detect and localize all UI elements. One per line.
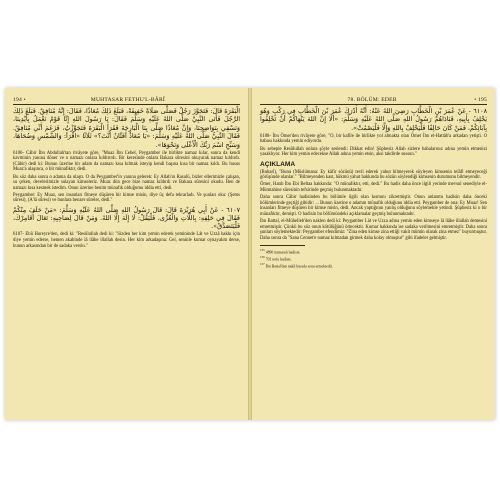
open-book xyxy=(5,88,495,420)
footnote-text: İbn Battal'dan nakil burada sona ermektedir. xyxy=(265,264,333,269)
paragraph: Bu söz daha sonra o adama da ulaştı. O da Peygamber'in yanına gelerek: Ey Allah'ın Rasulü, bizler ellerimizle çalışan, su çeken, develerimizle sulayan kimseleriz. Muaz dün gece bize namaz kıldırdı ve Bakara sûresini okudu. Ben de namazı kısa kesmek istedim. Onun üzerine benim münafık olduğumu iddia etti, dedi. xyxy=(13,174,240,191)
footnote: $^{156}$ 701 nolu hadiste. xyxy=(260,254,292,262)
right-page xyxy=(252,88,495,420)
paragraph: 6107- Ebû Hureyre'den, dedi ki: "Resûlullah dedi ki: "Sizden her kim yemin ederek yemininde Lât ve Uzzâ hakkı için diye yemin ederse, hemen akabinde lâ ilâhe illallah desin. Her kim arkadaşına: Gel, seninle kumar oynayalım derse, bunun arkasından bir de sadaka versin." xyxy=(13,232,240,249)
arabic-text: الْبَقَرَةَ قَالَ: فَتَجَوَّزَ رَجُلٌ فَصَلَّى صَلَاةً خَفِيفَةً، فَبَلَغَ ذَلِكَ مُعَاذًا، فَقَالَ: إِنَّهُ مُنَافِقٌ. فَبَلَغَ ذَلِكَ الرَّجُلَ فَأَتَى النَّبِيَّ صَلَّى اللهُ عَلَيْهِ وَسَلَّمَ فَقَالَ: يَا رَسُولَ اللهِ إِنَّا قَوْمٌ نَعْمَلُ بِأَيْدِينَا، وَنَسْقِي بِنَوَاضِحِنَا، وَإِنَّ مُعَاذًا صَلَّى بِنَا الْبَارِحَةَ فَقَرَأَ الْبَقَرَةَ فَتَجَوَّزْتُ، فَزَعَمَ أَنِّي مُنَافِقٌ. فَقَالَ النَّبِيُّ صَلَّى اللهُ عَلَيْهِ وَسَلَّمَ: «يَا مُعَاذُ أَفَتَّانٌ أَنْتَ؟» ثَلَاثًا «اقْرَأْ: وَالشَّمْسِ وَضُحَاهَا، وَسَبِّحِ اسْمَ رَبِّكَ الْأَعْلَى وَنَحْوَهَا». xyxy=(13,107,240,149)
right-page-header xyxy=(260,94,487,105)
paragraph: Bu sebeple Resûlullah onlara şöyle seslendi: Dikkat edin! Şüphesiz Allah sizlere babalarınız adına yemin etmenizi yasaklıyor. Her kim yemin edecekse Allah adına yemin etsin, aksi takdirde sussun." xyxy=(260,146,487,158)
left-page-header xyxy=(13,94,240,105)
footnote-divider xyxy=(260,245,305,246)
footnote: $^{155}$ 4890 numaralı hadiste. xyxy=(260,247,301,254)
right-page-body xyxy=(260,107,487,416)
arabic-text: ٦١٠٧ - عَنْ أَبِي هُرَيْرَةَ قَالَ: قَالَ رَسُولُ اللهِ صَلَّى اللهُ عَلَيْهِ وَسَلَّمَ: «مَنْ حَلَفَ مِنْكُمْ فَقَالَ فِي حَلِفِهِ: بِاللَّاتِ وَالْعُزَّى، فَلْيَقُلْ: لَا إِلَهَ إِلَّا اللهُ. وَمَنْ قَالَ لِصَاحِبِهِ: تَعَالَ أُقَامِرْكَ، فَلْيَتَصَدَّقْ». xyxy=(13,205,240,231)
left-page xyxy=(5,88,248,420)
page-number: 194 • xyxy=(13,97,26,103)
running-title: 78. BÖLÜM: EDEB xyxy=(347,97,397,103)
running-title: MUHTASAR FETHU'L-BÂRÎ xyxy=(90,97,165,103)
footnote-text: 4890 numaralı hadiste. xyxy=(265,249,301,254)
paragraph: İbn Battal, el-Mühelleb'den naklen dedi ki: Peygamber Lât ve Uzza adına yemin eden kimseye lâ ilâhe illallah demesini emretmiştir. Çünkü bu söz onun kötülüğünü örtecektir. Kumar hakkında ise sadaka verilmesini emretmiştir. Daha sonra şunları söylemektedir: Peygamber efendimiz: "Zina eden kimse zina ettiği vakit mümin olarak zina etmez" buyurmuştur. Daha sonra da "Sana Cennet'e namaz kılmadan girmek daha kolay olmuştur" gibi ifadeler gelmiştir. xyxy=(260,219,487,241)
paragraph: 6106- Câbir İbn Abdullah'tan rivâyete göre, "Muaz İbn Cebel, Peygamber ile birlikte namaz kılar, sonra da kendi kavminin yanına döner ve o namazı onlara kıldırırdı. Bir keresinde onlara Bakara sûresini okuyarak namaz kıldırdı. (Câbir) dedi ki: Bunun üzerine bir adam da namazı kısa kılmak isteyip kendi başına kısa bir namaz kıldı. Bu husus Muaz'a ulaşınca, o bir münafıktır, dedi. xyxy=(13,150,240,173)
section-heading: AÇIKLAMA xyxy=(260,160,296,168)
paragraph: (Buharî), "Bunu (Müslümana: Ey kâfir sözünü) tevil ederek yahut bilmeyerek söyleyen kimsenin telâfi etmeyeceği görüşünde olanlar." "Bilmeyenden kast, hükmü yahut hakkında bu sözün söylendiği kimsenin durumunu bilmeyendir. xyxy=(260,169,487,181)
paragraph: 6108- İbn Ömer'den rivâyete göre, "O, bir kafile ile birlikte yol almakta olan Ömer İbn el-Hattâb'a arkadan yetişti. O babası hakkında yemin ediyordu. xyxy=(260,133,487,145)
arabic-text: ٦١٠٨ - عَنْ عُمَرَ بْنِ الْخَطَّابِ رَضِيَ اللهُ عَنْهُ: أَنَّهُ أَدْرَكَ عُمَرَ بْنَ الْخَطَّابِ فِي رَكْبٍ وَهُوَ يَحْلِفُ بِأَبِيهِ، فَنَادَاهُمْ رَسُولُ اللهِ صَلَّى اللهُ عَلَيْهِ وَسَلَّمَ: «أَلَا إِنَّ اللهَ يَنْهَاكُمْ أَنْ تَحْلِفُوا بِآبَائِكُمْ، فَمَنْ كَانَ حَالِفًا فَلْيَحْلِفْ بِاللهِ وَإِلَّا فَلْيَصْمُتْ». xyxy=(260,107,487,132)
footnote-text: 701 nolu hadiste. xyxy=(265,257,292,262)
left-page-body xyxy=(13,107,240,416)
paragraph: Peygamber: Ey Muaz, sen insanları fitneye düşüren bir kimse misin, diye üç defa tekrarladı. Ve şunları oku: (Şems sûresi), (A'lâ sûresi) ve bunlara benzer sûreler, dedi." xyxy=(13,192,240,204)
paragraph: Ömer, Hatıb İbn Ebi Beltaa hakkında: "O münafıktır, etti, dedi." Bu hadis daha önce ilgili yerinde mevsul senediyle el-Mümtahine sûresinin tefsirinde geçmiş bulunmaktadır. xyxy=(260,182,487,194)
footnote: $^{157}$ İbn Battal'dan nakil burada sona ermektedir. xyxy=(260,262,333,269)
paragraph: Daha sonra Câbir hadisinden bu bölümle ilgili olan kısmını zikretmiştir. Onun anlatımı hadisin daha önceki bölümlerinde geçtiği gibidir: ... Bunun üzerine o adamın münafık olduğunu iddia etti. Peygamber de ona: Ey Muaz! Sen insanları fitneye düşüren bir kimse misin, dedi. Ancak yaptığının yanlış olduğunu söylemekle yetindi. Şüphesiz ki o bir münafıktır, demişti. O hadisin bu bölümündeki açıklamalar geçmiş bulunmaktadır. xyxy=(260,195,487,218)
page-number: • 195 xyxy=(474,97,487,103)
